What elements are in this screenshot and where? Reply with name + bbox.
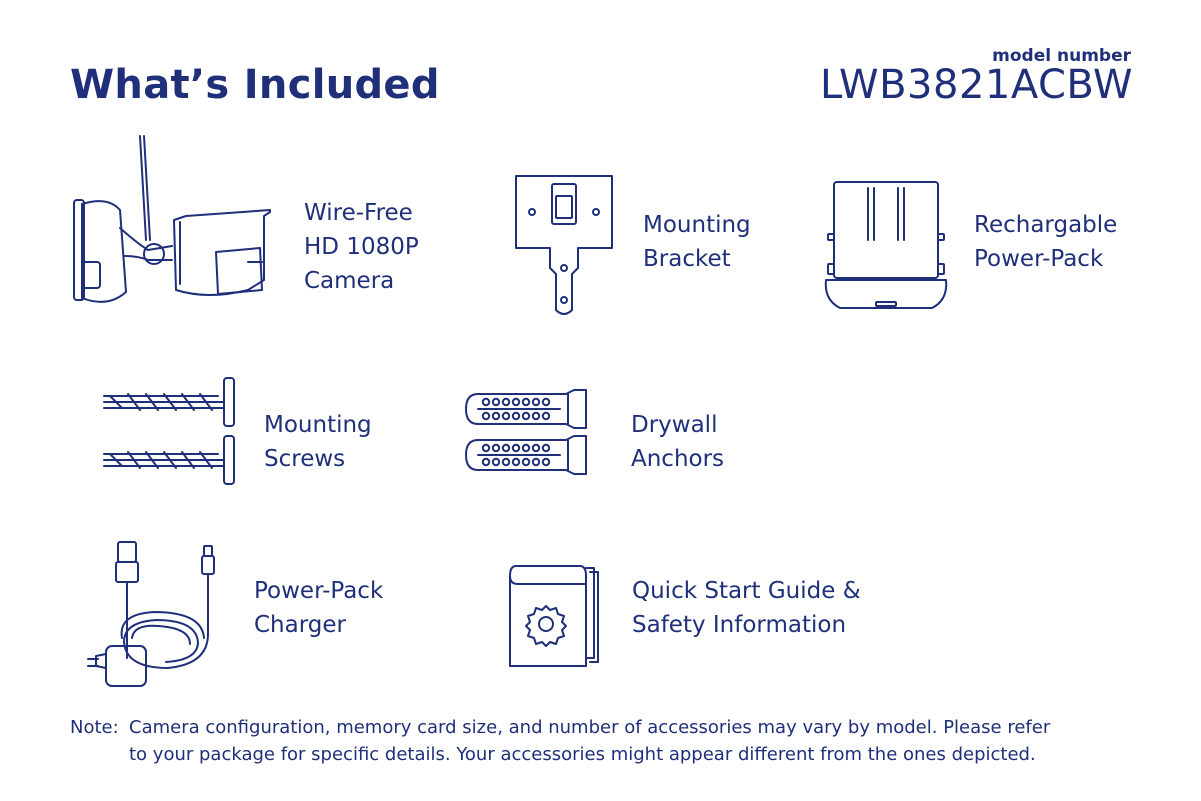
screws-label [264, 408, 372, 476]
quick-start-guide-icon [506, 562, 602, 672]
guide-label-line-1: Quick Start Guide & [632, 578, 861, 604]
power-pack-label [974, 208, 1117, 276]
guide-label [632, 574, 861, 642]
camera-label-line-2: HD 1080P [304, 234, 419, 260]
model-number: LWB3821ACBW [819, 62, 1133, 108]
battery-pack-icon [824, 178, 948, 312]
mounting-bracket-icon [512, 174, 616, 318]
power-pack-label-line-1: Rechargable [974, 212, 1118, 238]
note-line-2: to your package for specific details. Your accessories might appear different from the ones depicted. [129, 744, 1036, 765]
screws-icon [100, 374, 240, 488]
screws-label-line-2: Screws [264, 446, 346, 472]
note-body [129, 714, 1179, 768]
anchors-label-line-2: Anchors [631, 446, 725, 472]
camera-label [304, 196, 419, 298]
anchors-label-line-1: Drywall [631, 412, 718, 438]
guide-label-line-2: Safety Information [632, 612, 847, 638]
charger-label [254, 574, 383, 642]
anchors-label [631, 408, 724, 476]
charger-cable-icon [86, 538, 236, 692]
camera-label-line-3: Camera [304, 268, 395, 294]
camera-icon [68, 132, 278, 312]
charger-label-line-2: Charger [254, 612, 346, 638]
page-title: What’s Included [70, 62, 440, 108]
note-label: Note: [70, 717, 119, 738]
power-pack-label-line-2: Power-Pack [974, 246, 1104, 272]
drywall-anchors-icon [464, 388, 590, 480]
bracket-label-line-2: Bracket [643, 246, 731, 272]
charger-label-line-1: Power-Pack [254, 578, 384, 604]
camera-label-line-1: Wire-Free [304, 200, 413, 226]
bracket-label-line-1: Mounting [643, 212, 751, 238]
bracket-label [643, 208, 751, 276]
note-line-1: Camera configuration, memory card size, and number of accessories may vary by model. Please refer [129, 717, 1051, 738]
model-number-label: model number [992, 46, 1131, 66]
screws-label-line-1: Mounting [264, 412, 372, 438]
